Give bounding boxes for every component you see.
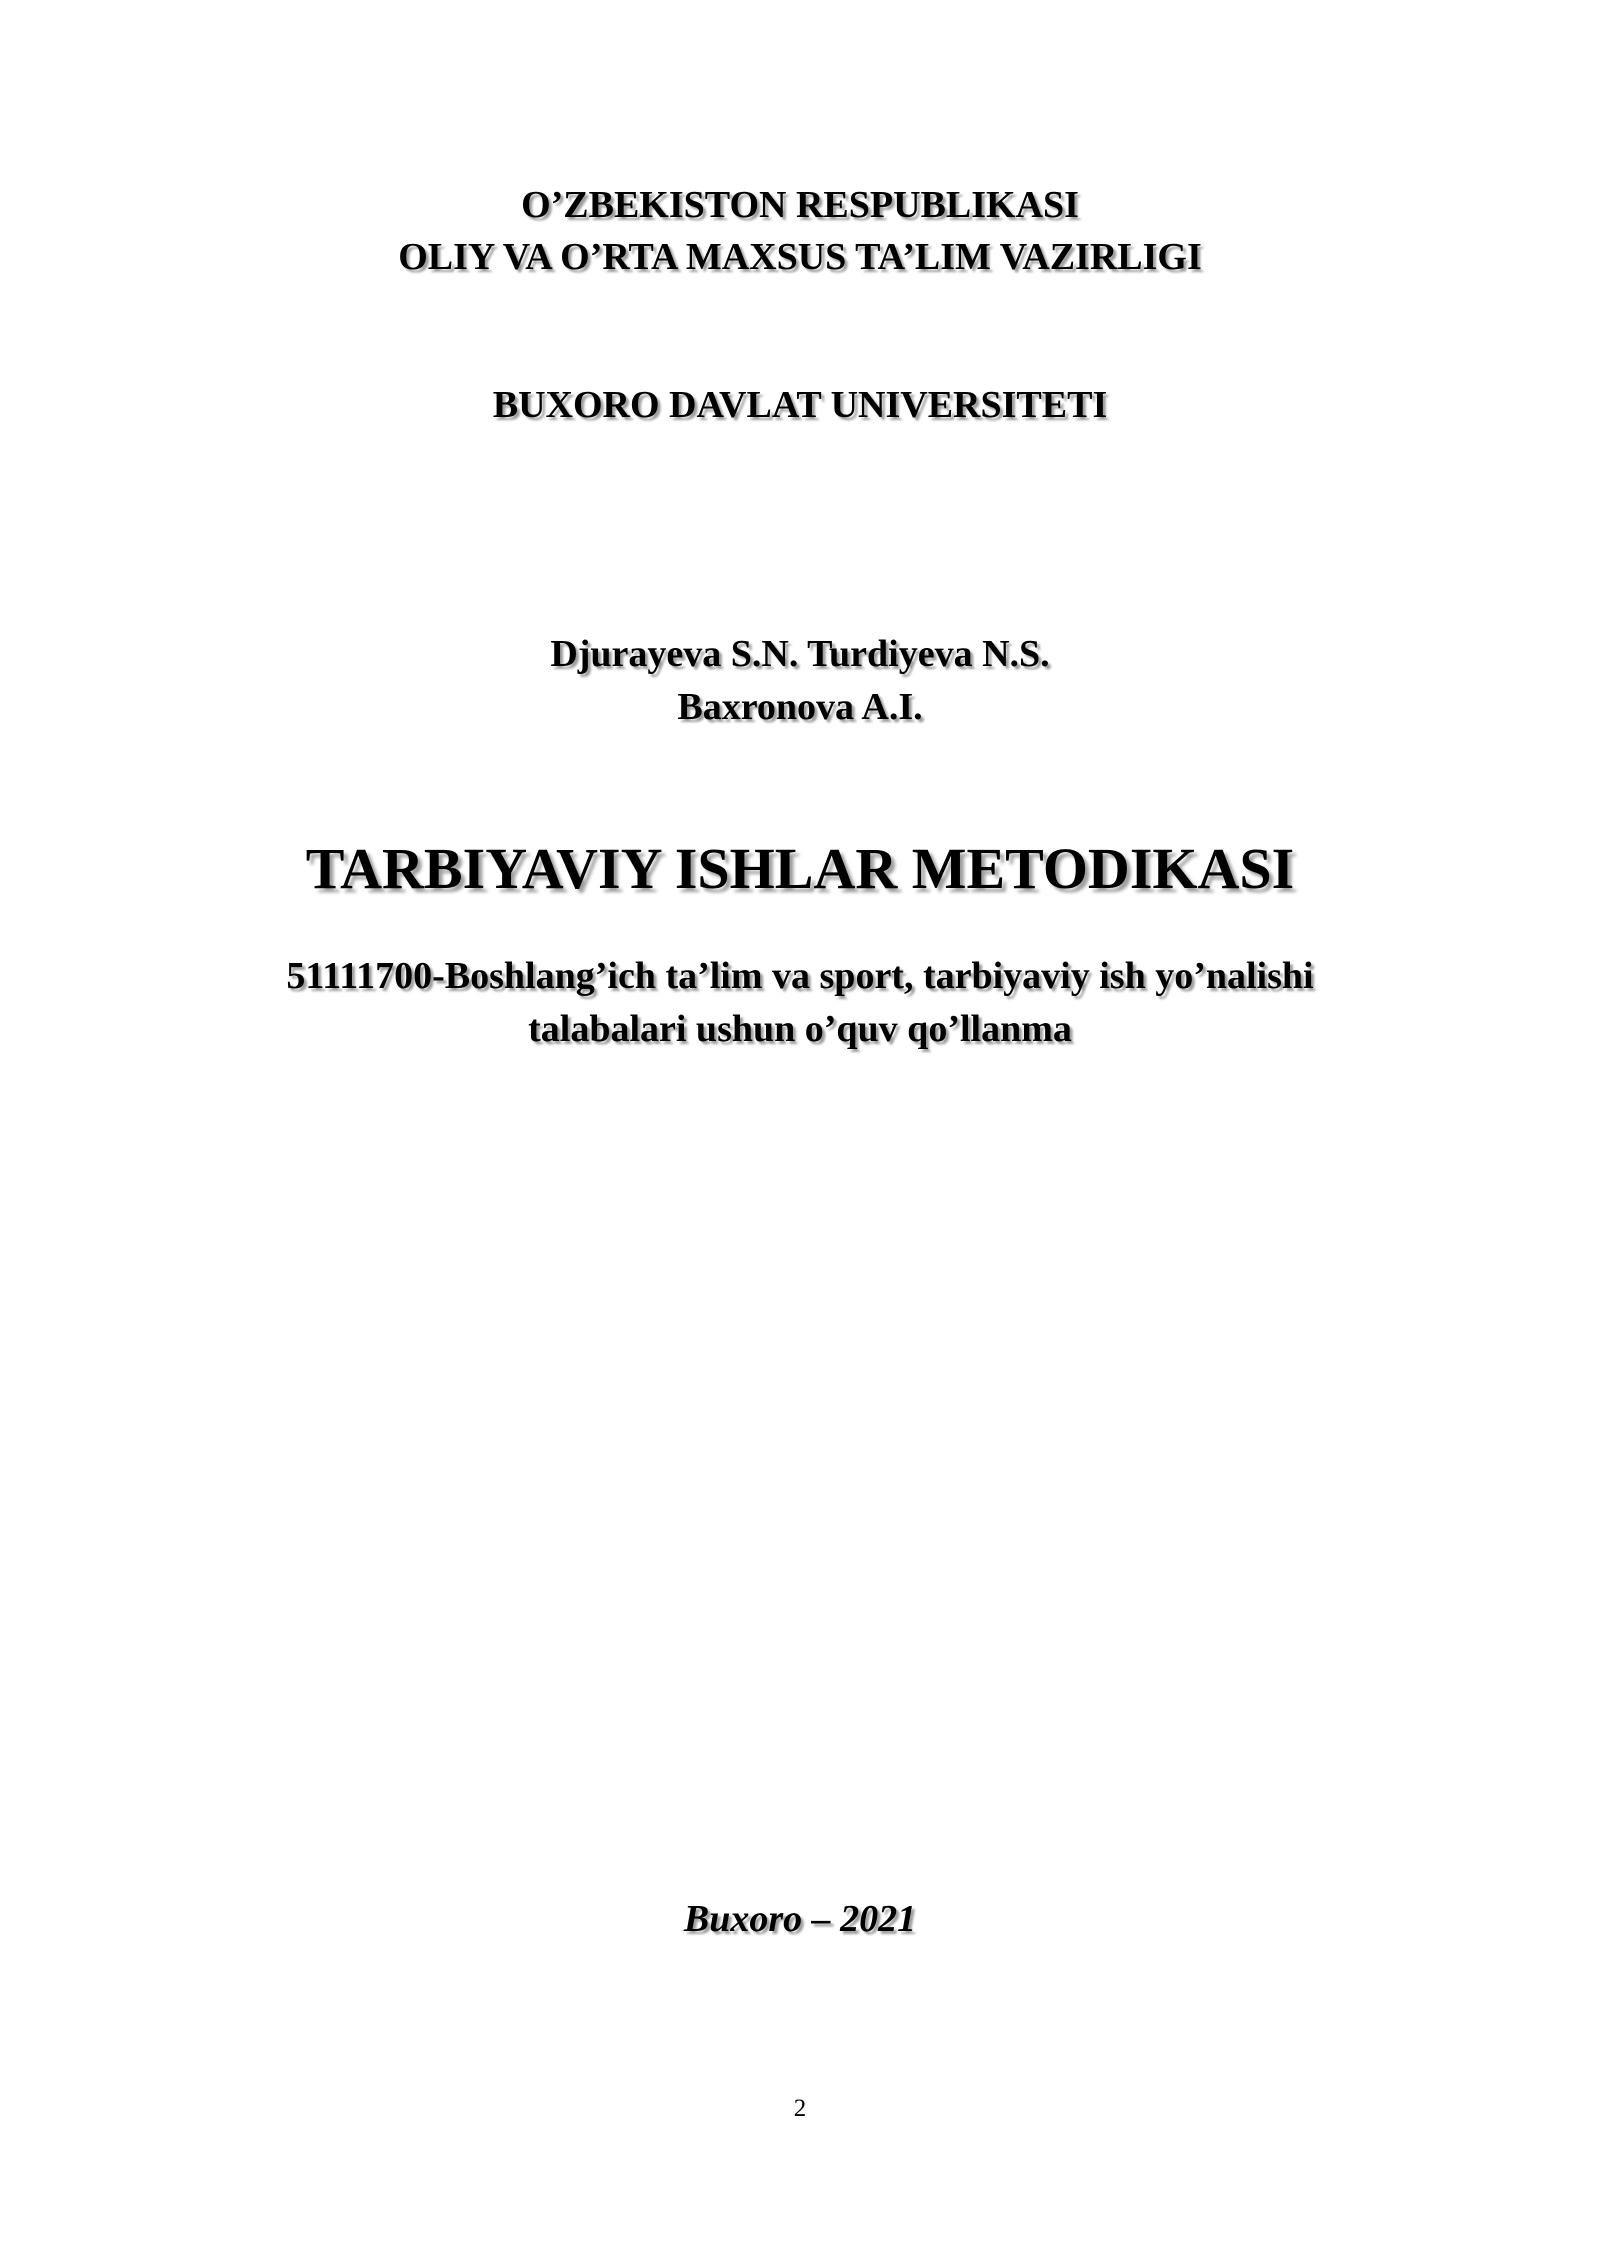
- university-name: BUXORO DAVLAT UNIVERSITETI: [492, 384, 1108, 426]
- book-subtitle-line-1: 51111700-Boshlang’ich ta’lim va sport, tarbiyaviy ish yo’nalishi: [286, 955, 1314, 997]
- page-number: 2: [793, 2095, 807, 2122]
- ministry-line-1: O’ZBEKISTON RESPUBLIKASI: [521, 184, 1079, 226]
- city-year: Buxoro – 2021: [683, 1898, 917, 1940]
- book-title: TARBIYAVIY ISHLAR METODIKASI: [305, 836, 1295, 901]
- book-subtitle-line-2: talabalari ushun o’quv qo’llanma: [528, 1008, 1072, 1050]
- authors-line-1: Djurayeva S.N. Turdiyeva N.S.: [550, 633, 1050, 675]
- authors-line-2: Baxronova A.I.: [677, 686, 923, 728]
- ministry-line-2: OLIY VA O’RTA MAXSUS TA’LIM VAZIRLIGI: [398, 236, 1202, 278]
